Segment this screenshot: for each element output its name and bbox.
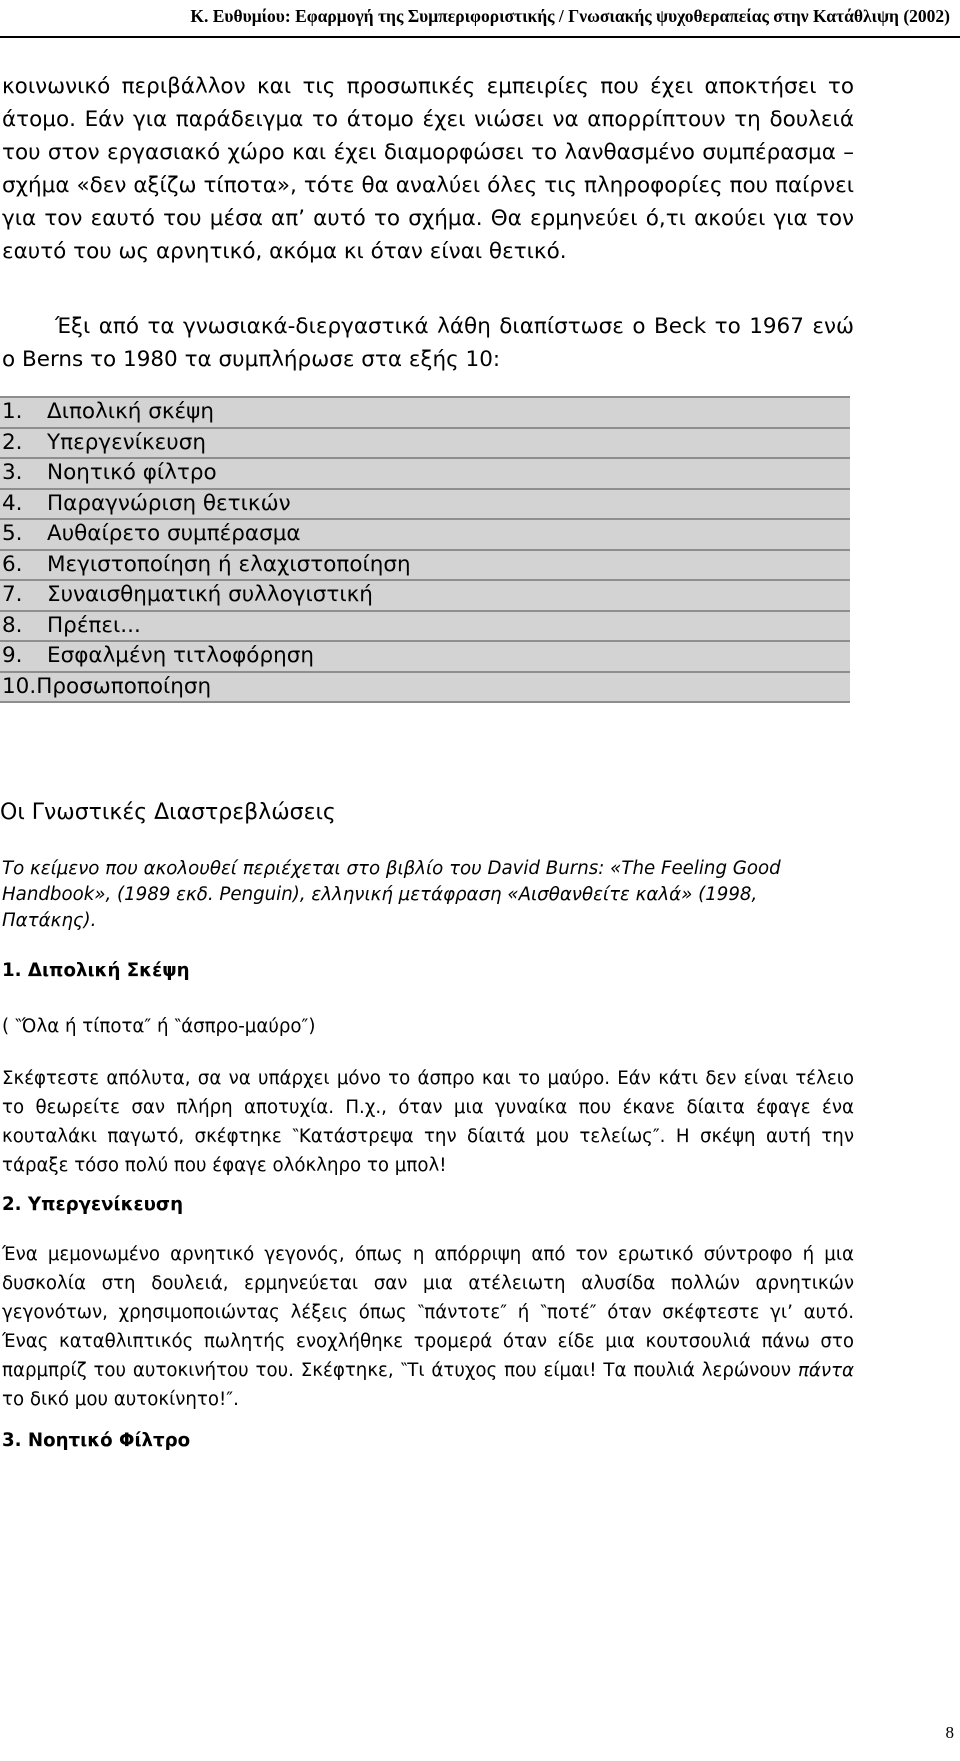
subsection-subtitle: ( ‶Όλα ή τίποτα″ ή ‶άσπρο-μαύρο″) [2, 1016, 316, 1037]
body-paragraph-schema: κοινωνικό περιβάλλον και τις προσωπικές εμπειρίες που έχει αποκτήσει το άτομο. Εάν για παράδειγμα το άτομο έχει νιώσει να απορρίπτουν τη δουλειά του στον εργασιακό χώρο και έχει διαμορφώσει το λανθασμένο συμπέρασμα – σχήμα «δεν αξίζω τίποτα», τότε θα αναλύει όλες τις πληροφορίες που παίρνει για τον εαυτό του μέσα απ’ αυτό το σχήμα. Θα ερμηνεύει ό,τι ακούει για τον εαυτό του ως αρνητικό, ακόμα κι όταν είναι θετικό. [2, 74, 854, 264]
list-item-label: Εσφαλμένη τιτλοφόρηση [47, 643, 314, 668]
list-item-label: Μεγιστοποίηση ή ελαχιστοποίηση [47, 551, 411, 577]
list-item [0, 610, 850, 641]
list-item-label: Αυθαίρετο συμπέρασμα [47, 521, 301, 546]
list-item-label: Πρέπει... [47, 612, 141, 638]
subsection-paragraph-dichotomous: Σκέφτεστε απόλυτα, σα να υπάρχει μόνο το άσπρο και το μαύρο. Εάν κάτι δεν είναι τέλειο το θεωρείτε σαν πλήρη αποτυχία. Π.χ., όταν μια γυναίκα που έκανε δίαιτα έφαγε ένα κουταλάκι παγωτό, σκέφτηκε ‶Κατάστρεψα την δίαιτά μου τελείως″. Η σκέψη αυτή την τάραξε τόσο πολύ που έφαγε ολόκληρο το μπολ! [2, 1068, 854, 1176]
list-item-number: 4. [2, 490, 23, 516]
cognitive-errors-list [0, 396, 850, 703]
list-item-label: Υπεργενίκευση [47, 429, 206, 455]
list-item-number: 7. [2, 582, 23, 607]
list-item [0, 396, 850, 427]
subsection-heading-mental-filter: 3. Νοητικό Φίλτρο [2, 1430, 191, 1451]
list-item-label: Προσωποποίηση [36, 673, 212, 699]
subsection-heading-dichotomous: 1. Διπολική Σκέψη [2, 960, 190, 981]
emphasis-word: πάντα [797, 1360, 854, 1381]
list-item [0, 427, 850, 458]
list-item-label: Νοητικό φίλτρο [47, 460, 217, 485]
list-item-number: 9. [2, 643, 23, 668]
subsection-paragraph-overgeneralization [2, 1240, 854, 1414]
body-paragraph-beck-berns: Έξι από τα γνωσιακά-διεργαστικά λάθη διαπίστωσε ο Beck το 1967 ενώ ο Berns το 1980 τα συμπλήρωσε στα εξής 10: [2, 314, 854, 372]
header-rule [0, 36, 960, 38]
list-item [0, 457, 850, 488]
list-item-label: Συναισθηματική συλλογιστική [47, 582, 373, 607]
list-item-number: 1. [2, 399, 23, 424]
list-item [0, 671, 850, 704]
list-item-label: Διπολική σκέψη [47, 399, 214, 424]
page-number: 8 [945, 1723, 954, 1742]
list-item [0, 640, 850, 671]
list-item [0, 579, 850, 610]
list-item-number: 8. [2, 612, 23, 638]
list-item-label: Παραγνώριση θετικών [47, 490, 291, 516]
list-item-number: 5. [2, 521, 23, 546]
section-heading: Οι Γνωστικές Διαστρεβλώσεις [0, 800, 336, 825]
paragraph-text: Ένα μεμονωμένο αρνητικό γεγονός, όπως η απόρριψη από τον ερωτικό σύντροφο ή μια δυσκολία στη δουλειά, ερμηνεύεται σαν μια ατέλειωτη αλυσίδα πολλών αρνητικών γεγονότων, χρησιμοποιώντας λέξεις όπως ‶πάντοτε″ ή ‶ποτέ″ όταν σκέφτεστε γι’ αυτό. Ένας καταθλιπτικός πωλητής ενοχλήθηκε τρομερά όταν είδε μια κουτσουλιά πάνω στο παρμπρίζ του αυτοκινήτου του. Σκέφτηκε, ‶Τι άτυχος που είμαι! Τα πουλιά λερώνουν [2, 1244, 854, 1381]
source-note: Το κείμενο που ακολουθεί περιέχεται στο βιβλίο του David Burns: «The Feeling Good Handbook», (1989 εκδ. Penguin), ελληνική μετάφραση «Αισθανθείτε καλά» (1998, Πατάκης). [2, 858, 781, 931]
subsection-heading-overgeneralization: 2. Υπεργενίκευση [2, 1194, 184, 1215]
paragraph-text-end: το δικό μου αυτοκίνητο!″. [2, 1389, 239, 1410]
list-item [0, 549, 850, 580]
list-item [0, 488, 850, 519]
list-item-number: 2. [2, 429, 23, 455]
list-item-number: 10. [2, 673, 37, 699]
list-item [0, 518, 850, 549]
list-item-number: 6. [2, 551, 23, 577]
list-item-number: 3. [2, 460, 23, 485]
running-header: Κ. Ευθυμίου: Εφαρμογή της Συμπεριφοριστικής / Γνωσιακής ψυχοθεραπείας στην Κατάθλιψη (2002) [190, 6, 950, 26]
